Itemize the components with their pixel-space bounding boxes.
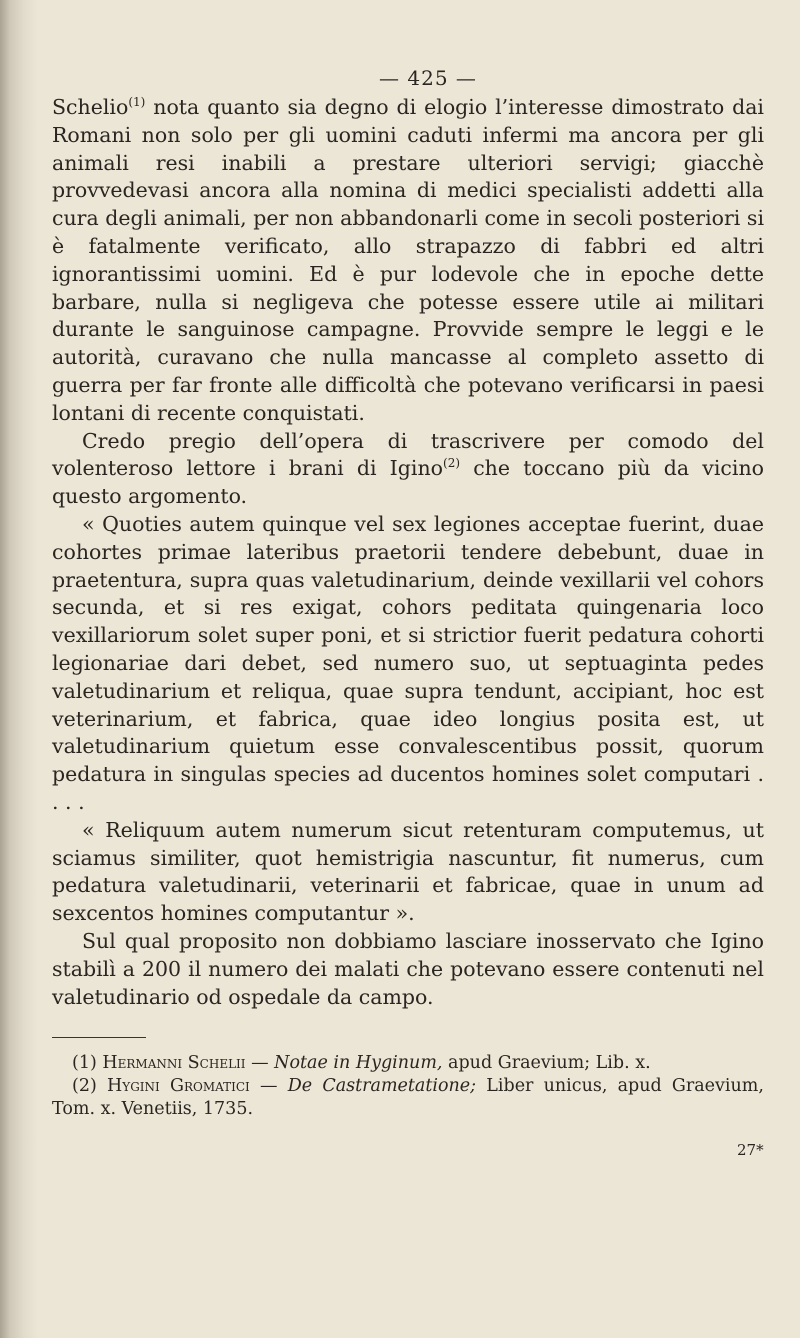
footnote-1-rest: apud Graevium; Lib. x. [442,1053,651,1074]
latin-quote-2: « Reliquum autem numerum sicut retenturam computemus, ut sciamus similiter, quot hemistrigia nascuntur, fit numerus, cum pedatura valetudinarii, veterinarii et fabricae, quae in unum ad sexcentos homines computantur ». [52,817,764,926]
page-binding-edge [0,0,38,1338]
footnote-1-dash: — [245,1053,275,1074]
latin-quote-1: « Quoties autem quinque vel sex legiones acceptae fuerint, duae cohortes primae lateribus praetorii tendere debebunt, duae in praetentura, supra quas valetudinarium, deinde vexillarii vel cohors secunda, et si res exigat, cohors peditata quingenaria loco vexillariorum solet super poni, et si strictior fuerit pedatura cohorti legionariae dari debet, sed numero suo, ut septuaginta pedes valetudinarium et reliqua, quae supra tendunt, accipiant, hoc est veterinarium, et fabrica, quae ideo longius posita est, ut valetudinarium quietum esse convalescentibus possit, quorum pedatura in singulas species ad ducentos homines solet computari . . . . [52,511,764,814]
paragraph-closing: Sul qual proposito non dobbiamo lasciare inosservato che Igino stabilì a 200 il numero dei malati che potevano essere contenuti nel valetudinario od ospedale da campo. [52,928,764,1009]
paragraph-1-text-b: nota quanto sia degno di elogio l’interesse dimostrato dai Romani non solo per gli uomini caduti infermi ma ancora per gli animali resi inabili a prestare ulteriori servigi; giacchè provvedevasi ancora alla nomina di medici specialisti addetti alla cura degli animali, per non abbandonarli come in secoli posteriori si è fatalmente verificato, allo strapazzo di fabbri ed altri ignorantissimi uomini. Ed è pur lodevole che in epoche dette barbare, nulla si negligeva che potesse essere utile ai militari durante le sanguinose campagne. Provvide sempre le leggi e le autorità, curavano che nulla mancasse al completo assetto di guerra per far fronte alle difficoltà che potevano verificarsi in paesi lontani di recente conquistati. [52,95,764,425]
footnote-ref-1[interactable]: (1) [128,95,146,109]
footnote-1-title: Notae in Hyginum, [274,1053,443,1074]
book-page [52,66,764,1121]
paragraph-1-text-a: Schelio [52,95,129,119]
paragraph-2-text-a: Credo pregio dell’opera di trascrivere per comodo del volenteroso lettore i brani di Igino [52,428,764,481]
footnote-2 [52,1075,764,1121]
footnote-2-author: Hygini Gromatici [107,1076,250,1097]
signature-mark: 27* [737,1141,764,1159]
footnote-2-rest: Liber unicus, apud Graevium, Tom. x. Venetiis, 1735. [52,1076,764,1120]
paragraph-2 [52,428,764,511]
page-number: — 425 — [379,66,477,90]
paragraph-2-text-b: che toccano più da vicino questo argomento. [52,456,765,509]
footnote-1 [52,1052,764,1075]
footnote-ref-2[interactable]: (2) [443,456,461,471]
paragraph-1 [52,94,764,428]
footnote-2-title: De Castrametatione; [287,1076,477,1097]
footnote-divider [52,1037,146,1038]
footnote-2-marker: (2) [72,1076,97,1097]
footnote-2-dash: — [249,1076,288,1097]
footnote-1-author: Hermanni Schelii [102,1053,246,1074]
footnote-1-marker: (1) [72,1053,97,1074]
